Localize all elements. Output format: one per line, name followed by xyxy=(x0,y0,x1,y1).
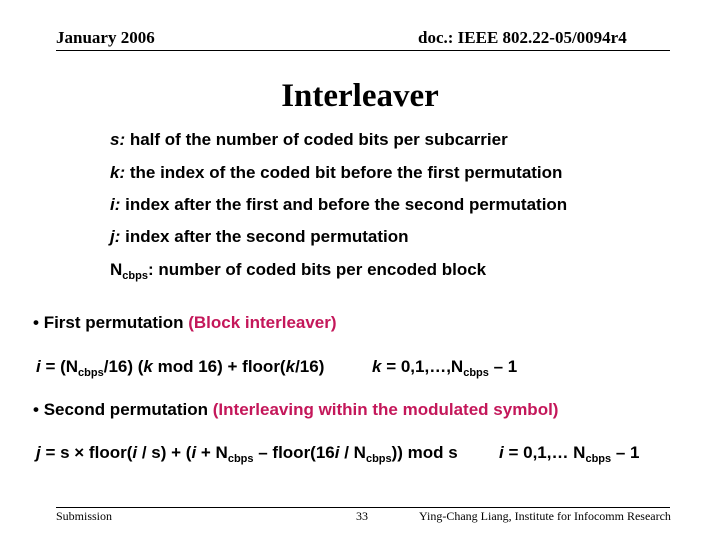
formula-text: /16) ( xyxy=(103,357,144,376)
formula-text: / N xyxy=(339,443,366,462)
definition-text: index after the second permutation xyxy=(120,227,409,246)
definition-s xyxy=(110,130,508,150)
formula-text: – 1 xyxy=(611,443,640,462)
definition-k xyxy=(110,163,562,183)
header-date: January 2006 xyxy=(56,28,155,47)
formula-var: i xyxy=(132,443,138,462)
formula-text: / s) + ( xyxy=(137,443,192,462)
formula-subscript: cbps xyxy=(227,453,254,465)
formula-var: k xyxy=(372,357,382,376)
definition-text: half of the number of coded bits per subcarrier xyxy=(125,130,508,149)
formula-text: – floor(16 xyxy=(253,443,335,462)
formula-var: i xyxy=(36,357,41,376)
bullet-first-permutation xyxy=(33,313,337,333)
footer-divider xyxy=(56,507,670,508)
formula-var: k xyxy=(285,357,296,376)
bullet-marker: • xyxy=(33,400,39,419)
definition-text: index after the first and before the second permutation xyxy=(120,195,568,214)
bullet-label: First permutation xyxy=(43,313,189,332)
formula-second-permutation xyxy=(36,443,458,465)
formula-var: i xyxy=(499,443,504,462)
definition-symbol-subscript: cbps xyxy=(122,270,148,282)
header-divider xyxy=(56,50,670,51)
bullet-marker: • xyxy=(33,313,39,332)
formula-text: )) mod s xyxy=(391,443,458,462)
formula-subscript: cbps xyxy=(365,453,392,465)
formula-text: = (N xyxy=(40,357,79,376)
formula-subscript: cbps xyxy=(78,367,104,379)
formula-text: mod 16) + floor( xyxy=(152,357,286,376)
footer-page-number: 33 xyxy=(356,509,368,523)
definition-symbol: j: xyxy=(110,227,121,246)
formula-text: = 0,1,… N xyxy=(503,443,586,462)
footer-submission: Submission xyxy=(56,509,113,523)
slide-title: Interleaver xyxy=(281,78,439,114)
definition-i xyxy=(110,195,567,215)
definition-symbol: N xyxy=(110,260,123,279)
formula-text: = s × floor( xyxy=(40,443,133,462)
bullet-highlight: (Block interleaver) xyxy=(188,313,337,332)
header-doc-id: doc.: IEEE 802.22-05/0094r4 xyxy=(418,28,627,47)
bullet-label: Second permutation xyxy=(43,400,213,419)
definition-j xyxy=(110,227,409,247)
definition-text: the index of the coded bit before the first permutation xyxy=(125,163,563,182)
formula-var: k xyxy=(143,357,153,376)
bullet-highlight: (Interleaving within the modulated symbol) xyxy=(212,400,559,419)
formula-text: + N xyxy=(196,443,228,462)
formula-subscript: cbps xyxy=(585,453,612,465)
formula-text: – 1 xyxy=(488,357,518,376)
definition-symbol: k: xyxy=(110,163,126,182)
formula-var: j xyxy=(36,443,41,462)
formula-var: i xyxy=(334,443,340,462)
formula-first-range xyxy=(372,357,517,379)
formula-var: i xyxy=(191,443,197,462)
bullet-second-permutation xyxy=(33,400,558,420)
definition-text: : number of coded bits per encoded block xyxy=(147,260,487,279)
formula-second-range xyxy=(499,443,640,465)
formula-subscript: cbps xyxy=(463,367,489,379)
definition-ncbps xyxy=(110,260,486,282)
formula-text: /16) xyxy=(295,357,325,376)
definition-symbol: s: xyxy=(110,130,126,149)
footer-author: Ying-Chang Liang, Institute for Infocomm Research xyxy=(419,509,671,523)
formula-first-permutation xyxy=(36,357,324,379)
formula-text: = 0,1,…,N xyxy=(381,357,464,376)
definition-symbol: i: xyxy=(110,195,121,214)
